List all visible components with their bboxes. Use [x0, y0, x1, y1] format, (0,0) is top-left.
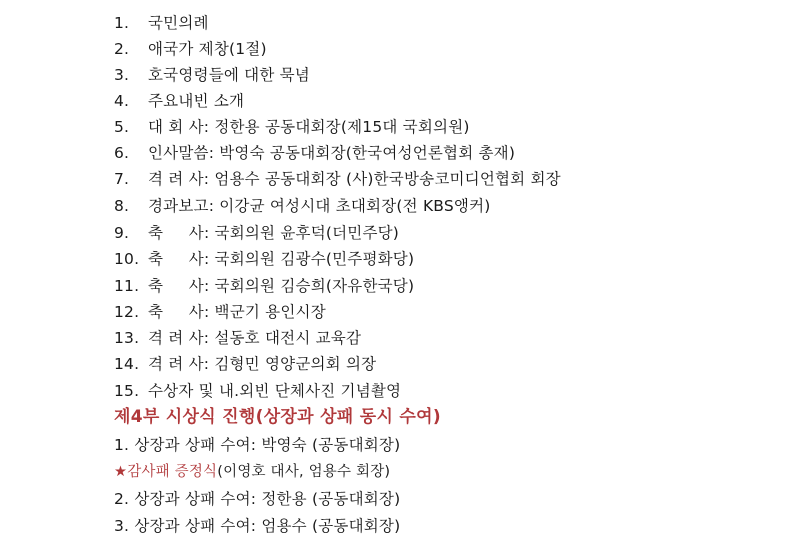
- item-text: 축 사: 백군기 용인시장: [148, 303, 326, 321]
- program-item: [114, 10, 209, 36]
- item-number: 1.: [114, 14, 130, 32]
- program-item: [114, 220, 399, 246]
- program-item: [114, 193, 491, 219]
- program-item: [114, 166, 561, 192]
- program-item: [114, 36, 267, 62]
- program-item: [114, 140, 515, 166]
- item-number: 10.: [114, 250, 140, 268]
- item-number: 13.: [114, 329, 140, 347]
- program-item: [114, 62, 310, 88]
- item-number: 9.: [114, 224, 130, 242]
- plaque-recipients: (이영호 대사, 엄용수 회장): [217, 464, 391, 480]
- item-number: 15.: [114, 382, 140, 400]
- item-text: 인사말씀: 박영숙 공동대회장(한국여성언론협회 총재): [148, 144, 516, 162]
- item-text: 격 려 사: 김형민 영양군의회 의장: [148, 355, 377, 373]
- program-item: [114, 246, 414, 272]
- item-number: 8.: [114, 197, 130, 215]
- item-text: 애국가 제창(1절): [148, 40, 267, 58]
- item-text: 호국영령들에 대한 묵념: [148, 66, 310, 84]
- section-4-title: 제4부 시상식 진행(상장과 상패 동시 수여): [114, 407, 441, 427]
- item-text: 격 려 사: 설동호 대전시 교육감: [148, 329, 362, 347]
- item-text: 격 려 사: 엄용수 공동대회장 (사)한국방송코미디언협회 회장: [148, 170, 561, 188]
- plaque-ceremony-label: ★감사패 증정식: [114, 464, 218, 480]
- award-item: 1. 상장과 상패 수여: 박영숙 (공동대회장): [114, 436, 401, 454]
- item-text: 축 사: 국회의원 김광수(민주평화당): [148, 250, 415, 268]
- item-number: 3.: [114, 66, 130, 84]
- program-item: [114, 114, 470, 140]
- item-text: 경과보고: 이강균 여성시대 초대회장(전 KBS앵커): [148, 197, 491, 215]
- item-number: 4.: [114, 92, 130, 110]
- item-number: 5.: [114, 118, 130, 136]
- item-text: 수상자 및 내.외빈 단체사진 기념촬영: [148, 382, 402, 400]
- item-number: 14.: [114, 355, 140, 373]
- program-item: [114, 88, 244, 114]
- program-item: [114, 378, 401, 404]
- award-item: 3. 상장과 상패 수여: 엄용수 (공동대회장): [114, 517, 401, 535]
- item-number: 6.: [114, 144, 130, 162]
- item-text: 축 사: 국회의원 김승희(자유한국당): [148, 277, 415, 295]
- item-text: 축 사: 국회의원 윤후덕(더민주당): [148, 224, 400, 242]
- program-item: [114, 351, 376, 377]
- item-text: 주요내빈 소개: [148, 92, 245, 110]
- item-number: 11.: [114, 277, 140, 295]
- program-item: [114, 325, 361, 351]
- item-number: 12.: [114, 303, 140, 321]
- program-item: [114, 273, 414, 299]
- item-text: 대 회 사: 정한용 공동대회장(제15대 국회의원): [148, 118, 470, 136]
- item-number: 7.: [114, 170, 130, 188]
- award-item: 2. 상장과 상패 수여: 정한용 (공동대회장): [114, 490, 401, 508]
- program-item: [114, 299, 326, 325]
- item-text: 국민의례: [148, 14, 209, 32]
- item-number: 2.: [114, 40, 130, 58]
- award-item-plaque: [114, 459, 390, 485]
